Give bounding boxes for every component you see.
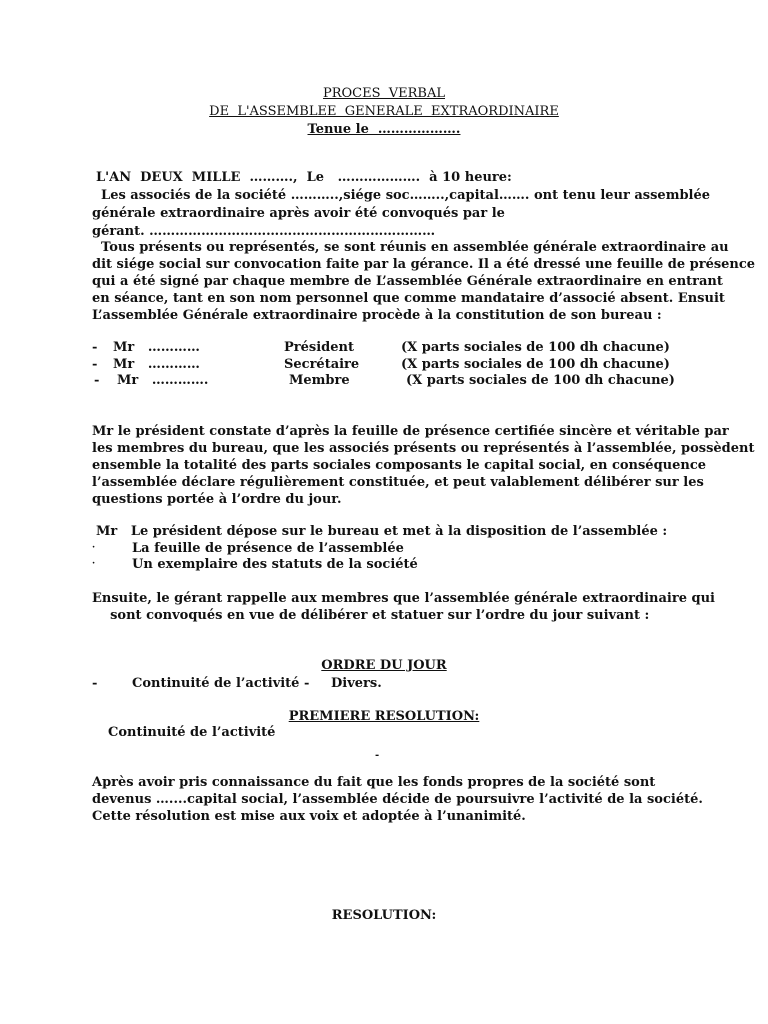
intro-paragraph-line: Les associés de la société ………..,siége soc……..,capital……. ont tenu leur assemblée <box>92 188 711 203</box>
held-on-line: Tenue le ………………. <box>307 122 461 137</box>
title-proces-verbal: PROCES VERBAL <box>322 86 446 101</box>
resolution-1-subtitle: Continuité de l’activité <box>108 725 276 740</box>
bureau-shares: (X parts sociales de 100 dh chacune) <box>406 373 675 388</box>
resolution-1-body-line: Cette résolution est mise aux voix et adoptée à l’unanimité. <box>92 809 526 824</box>
meeting-paragraph-line: dit siége social sur convocation faite par la gérance. Il a été dressé une feuille de présence <box>92 257 756 272</box>
quorum-paragraph-line: Mr le président constate d’après la feuille de présence certifiée sincère et véritable par <box>92 424 729 439</box>
bureau-role: Membre <box>289 373 350 388</box>
reminder-paragraph-line: sont convoqués en vue de délibérer et statuer sur l’ordre du jour suivant : <box>92 608 650 623</box>
bullet-marker: · <box>92 559 96 569</box>
dash-marker: - <box>92 676 98 691</box>
dash-marker: - <box>92 340 98 355</box>
bureau-name: Mr ………… <box>113 357 200 372</box>
title-assemblee: DE L'ASSEMBLEE GENERALE EXTRAORDINAIRE <box>209 104 559 119</box>
meeting-paragraph-line: qui a été signé par chaque membre de L’assemblée Générale extraordinaire en entrant <box>92 274 723 289</box>
intro-paragraph-line: gérant. ………………………………………………………… <box>92 224 436 239</box>
agenda-item-divers: Divers. <box>331 676 382 691</box>
meeting-paragraph-line: L’assemblée Générale extraordinaire procède à la constitution de son bureau : <box>92 308 662 323</box>
bureau-name: Mr ………… <box>113 340 200 355</box>
resolution-1-heading: PREMIERE RESOLUTION: <box>288 709 480 724</box>
resolution-1-body-line: Après avoir pris connaissance du fait que les fonds propres de la société sont <box>92 775 656 790</box>
quorum-paragraph-line: l’assemblée déclare régulièrement constituée, et peut valablement délibérer sur les <box>92 475 704 490</box>
dash-marker: - <box>92 357 98 372</box>
deposit-intro: Mr Le président dépose sur le bureau et met à la disposition de l’assemblée : <box>96 524 668 539</box>
deposit-item: Un exemplaire des statuts de la société <box>132 557 418 572</box>
quorum-paragraph-line: questions portée à l’ordre du jour. <box>92 492 342 507</box>
bullet-marker: · <box>92 543 96 553</box>
resolution-2-heading: RESOLUTION: <box>331 908 437 923</box>
resolution-1-body-line: devenus …....capital social, l’assemblée décide de poursuivre l’activité de la société. <box>92 792 703 807</box>
quorum-paragraph-line: les membres du bureau, que les associés présents ou représentés à l’assemblée, possèdent <box>92 441 755 456</box>
dash-marker: - <box>94 373 100 388</box>
meeting-paragraph-line: Tous présents ou représentés, se sont réunis en assemblée générale extraordinaire au <box>92 240 729 255</box>
bureau-shares: (X parts sociales de 100 dh chacune) <box>401 340 670 355</box>
quorum-paragraph-line: ensemble la totalité des parts sociales composants le capital social, en conséquence <box>92 458 707 473</box>
agenda-heading: ORDRE DU JOUR <box>321 658 447 673</box>
bureau-shares: (X parts sociales de 100 dh chacune) <box>401 357 670 372</box>
reminder-paragraph-line: Ensuite, le gérant rappelle aux membres que l’assemblée générale extraordinaire qui <box>92 591 715 606</box>
bureau-role: Président <box>284 340 354 355</box>
deposit-item: La feuille de présence de l’assemblée <box>132 541 404 556</box>
bureau-name: Mr …………. <box>117 373 209 388</box>
bureau-role: Secrétaire <box>284 357 360 372</box>
meeting-paragraph-line: en séance, tant en son nom personnel que comme mandataire d’associé absent. Ensuit <box>92 291 725 306</box>
intro-paragraph-line: générale extraordinaire après avoir été convoqués par le <box>92 206 505 221</box>
dash-marker: - <box>375 750 380 761</box>
date-line: L'AN DEUX MILLE ………., Le ………………. à 10 heure: <box>96 170 512 185</box>
agenda-item-continuity: Continuité de l’activité - <box>132 676 310 691</box>
